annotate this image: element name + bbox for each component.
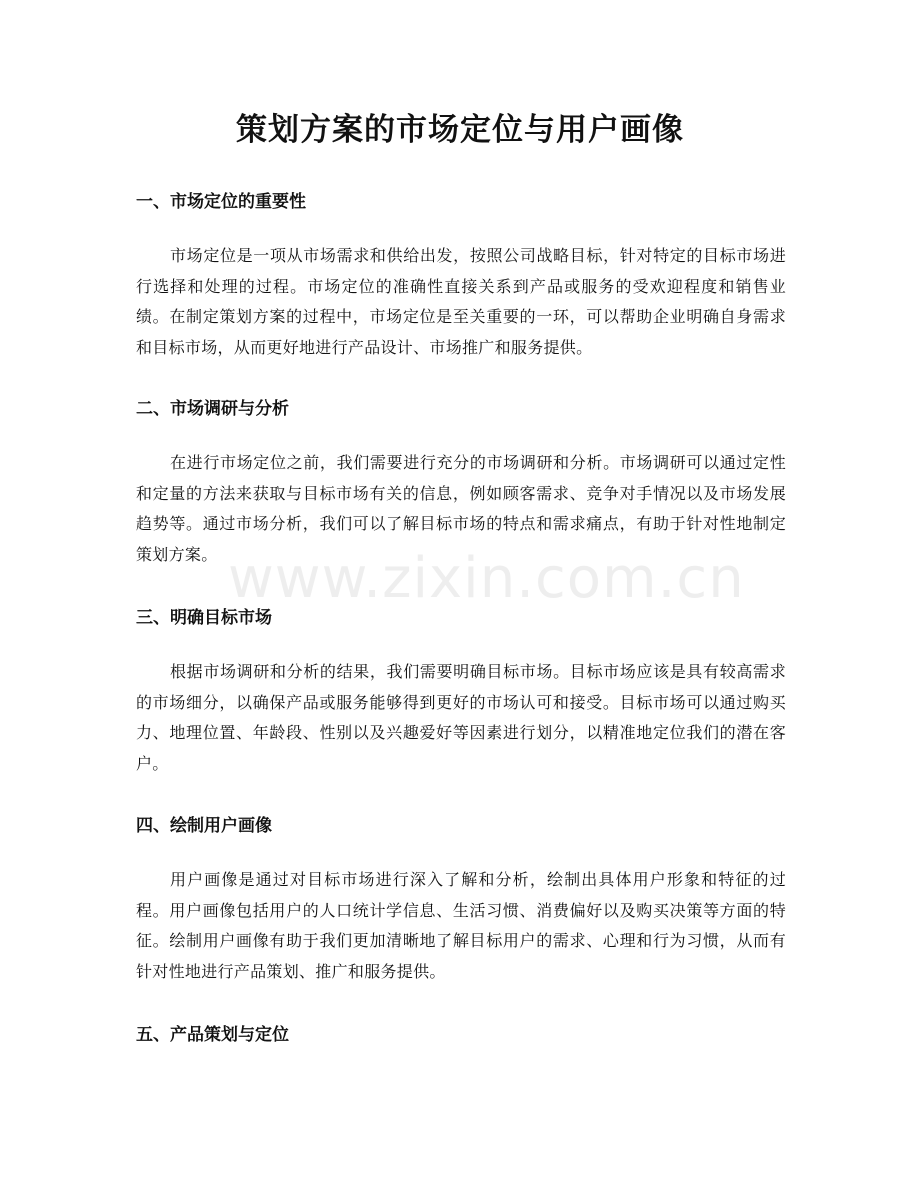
- section-paragraph: 根据市场调研和分析的结果，我们需要明确目标市场。目标市场应该是具有较高需求的市场细分，以确保产品或服务能够得到更好的市场认可和接受。目标市场可以通过购买力、地理位置、年龄段、性别以及兴趣爱好等因素进行划分，以精准地定位我们的潜在客户。: [136, 662, 786, 773]
- section-heading: 四、绘制用户画像: [136, 816, 272, 836]
- section-paragraph: 市场定位是一项从市场需求和供给出发，按照公司战略目标，针对特定的目标市场进行选择和处理的过程。市场定位的准确性直接关系到产品或服务的受欢迎程度和销售业绩。在制定策划方案的过程中，市场定位是至关重要的一环，可以帮助企业明确自身需求和目标市场，从而更好地进行产品设计、市场推广和服务提供。: [136, 246, 786, 357]
- section-paragraph: 在进行市场定位之前，我们需要进行充分的市场调研和分析。市场调研可以通过定性和定量的方法来获取与目标市场有关的信息，例如顾客需求、竞争对手情况以及市场发展趋势等。通过市场分析，我们可以了解目标市场的特点和需求痛点，有助于针对性地制定策划方案。: [136, 453, 786, 564]
- watermark-text: www.zixin.com.cn: [228, 546, 745, 611]
- section-2: [136, 396, 786, 570]
- section-paragraph: 用户画像是通过对目标市场进行深入了解和分析，绘制出具体用户形象和特征的过程。用户画像包括用户的人口统计学信息、生活习惯、消费偏好以及购买决策等方面的特征。绘制用户画像有助于我们更加清晰地了解目标用户的需求、心理和行为习惯，从而有针对性地进行产品策划、推广和服务提供。: [136, 870, 786, 981]
- section-heading: 五、产品策划与定位: [136, 1025, 289, 1045]
- section-1: [136, 189, 786, 363]
- section-5: [136, 1022, 786, 1048]
- section-4: [136, 813, 786, 987]
- section-heading: 三、明确目标市场: [136, 608, 272, 628]
- document-title: 策划方案的市场定位与用户画像: [236, 112, 684, 148]
- section-heading: 一、市场定位的重要性: [136, 192, 306, 212]
- section-heading: 二、市场调研与分析: [136, 399, 289, 419]
- section-3: [136, 605, 786, 779]
